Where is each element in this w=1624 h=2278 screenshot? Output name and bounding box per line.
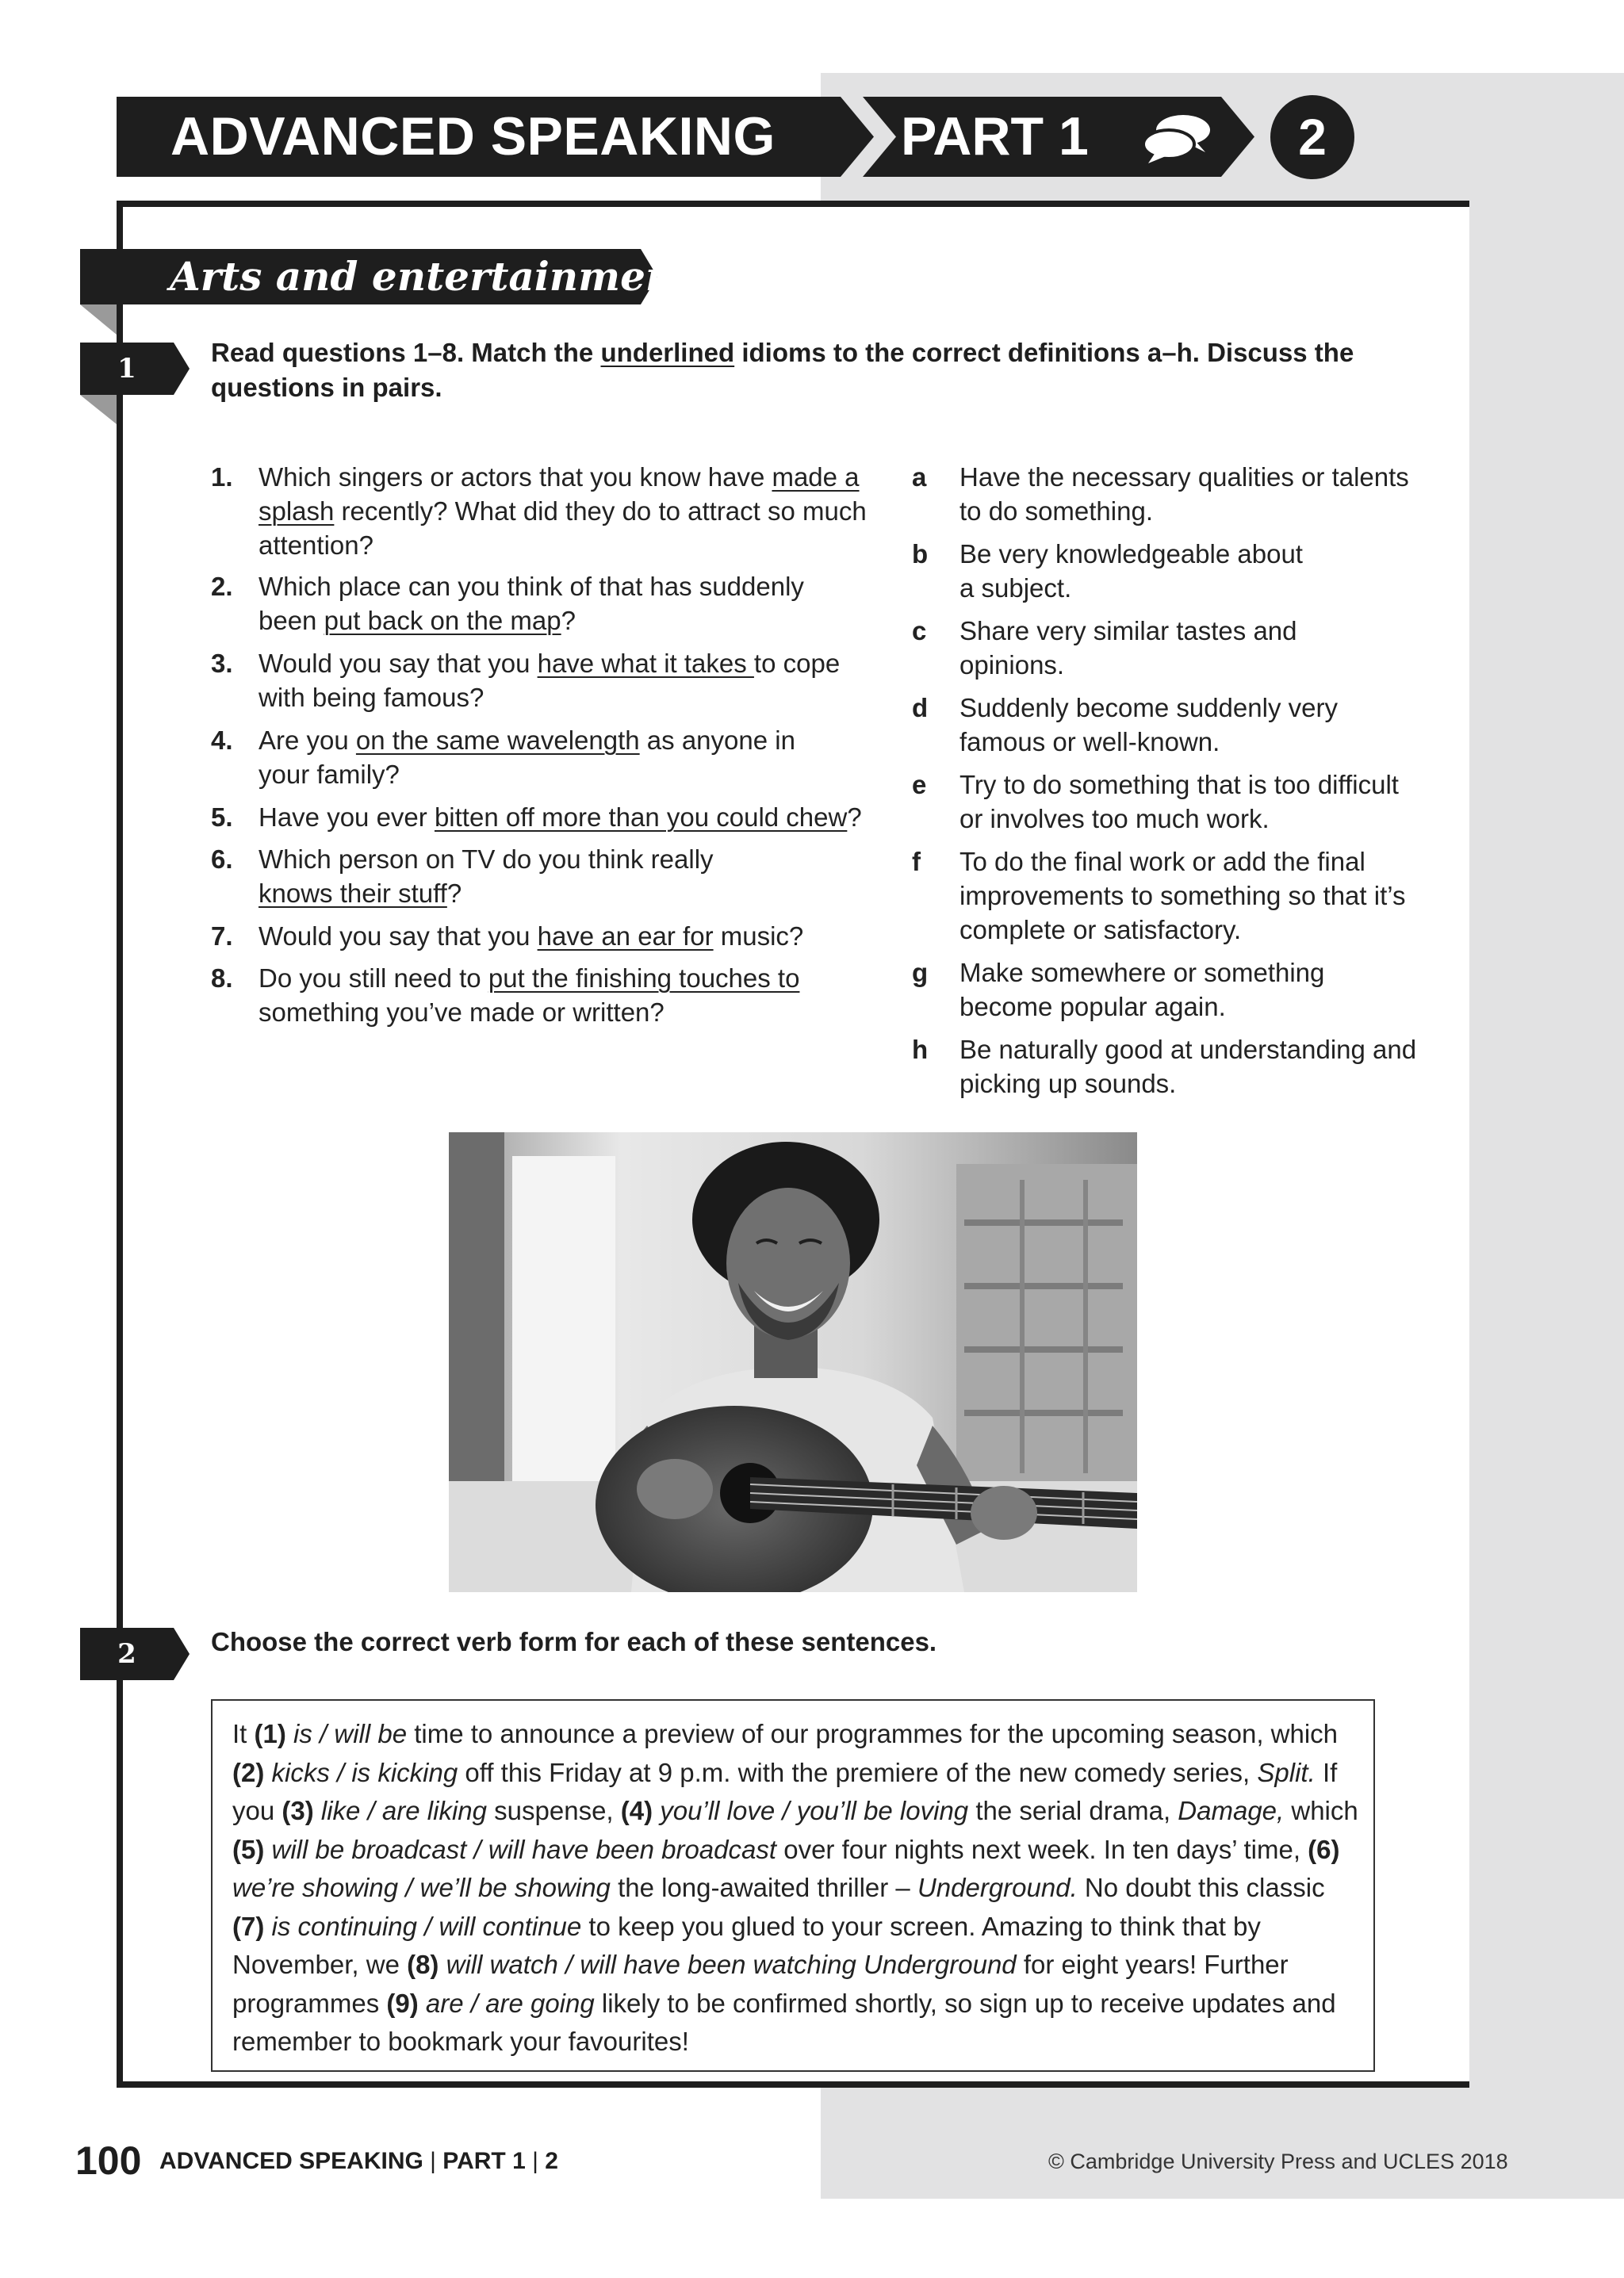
speech-bubbles-icon (1142, 113, 1213, 163)
question-7: 7. Would you say that you have an ear for music? (211, 921, 804, 951)
header-title: ADVANCED SPEAKING (170, 106, 776, 167)
exercise-1-number: 1 (117, 353, 136, 385)
exercise-2-instruction: Choose the correct verb form for each of these sentences. (211, 1627, 937, 1656)
question-5: 5. Have you ever bitten off more than you could chew? (211, 802, 862, 832)
section-title: Arts and entertainment (170, 253, 693, 300)
definition-h: h Be naturally good at understanding and picking up sounds. (912, 1035, 1417, 1098)
header-part: PART 1 (901, 106, 1089, 167)
gap-fill-text: It (1) is / will be time to announce a preview of our programmes for the upcoming season, which (2) kicks / is kicking off this Friday at 9 p.m. with the premiere of the new comedy series, Split. If you (3) like / are liking suspense, (4) you’ll love / you’ll be loving the serial drama, Damage, which (5) will be broadcast / will have been broadcast over four nights next week. In ten days’ time, (6) we’re showing / we’ll be showing the long-awaited thriller – Underground. No doubt this classic (7) is continuing / will continue to keep you glued to your screen. Amazing to think that by November, we (8) will watch / will have been watching Underground for eight years! Further programmes (9) are / are going likely to be confirmed shortly, so sign up to receive updates and remember to bookmark your favourites! (232, 1719, 1358, 2056)
definition-a: a Have the necessary qualities or talents to do something. (912, 462, 1409, 526)
definition-e: e Try to do something that is too difficult or involves too much work. (912, 770, 1399, 833)
definition-f: f To do the final work or add the final improvements to something so that it’s complete or satisfactory. (912, 847, 1406, 944)
question-8: 8. Do you still need to put the finishing touches to something you’ve made or written? (211, 963, 800, 1027)
question-6: 6. Which person on TV do you think really knows their stuff? (211, 844, 714, 908)
question-4: 4. Are you on the same wavelength as anyone in your family? (211, 726, 795, 789)
question-2: 2. Which place can you think of that has suddenly been put back on the map? (211, 572, 804, 635)
photo-man-playing-guitar (449, 1132, 1137, 1592)
footer-breadcrumb: ADVANCED SPEAKING | PART 1 | 2 (159, 2148, 558, 2174)
exercise-1-instruction: Read questions 1–8. Match the underlined idioms to the correct definitions a–h. Discuss the questions in pairs. (211, 338, 1354, 402)
definition-g: g Make somewhere or something become popular again. (912, 958, 1325, 1021)
footer-page-number: 100 (75, 2138, 142, 2183)
definition-b: b Be very knowledgeable about a subject. (912, 539, 1303, 603)
unit-number-badge: 2 (1270, 95, 1354, 179)
definition-c: c Share very similar tastes and opinions. (912, 616, 1297, 680)
footer-copyright: © Cambridge University Press and UCLES 2018 (1048, 2150, 1508, 2173)
question-1: 1. Which singers or actors that you know have made a splash recently? What did they do to attract so much attention? (211, 462, 867, 560)
definition-d: d Suddenly become suddenly very famous or well-known. (912, 693, 1338, 756)
exercise-2-number: 2 (117, 1638, 136, 1670)
question-3: 3. Would you say that you have what it takes to cope with being famous? (211, 649, 841, 712)
